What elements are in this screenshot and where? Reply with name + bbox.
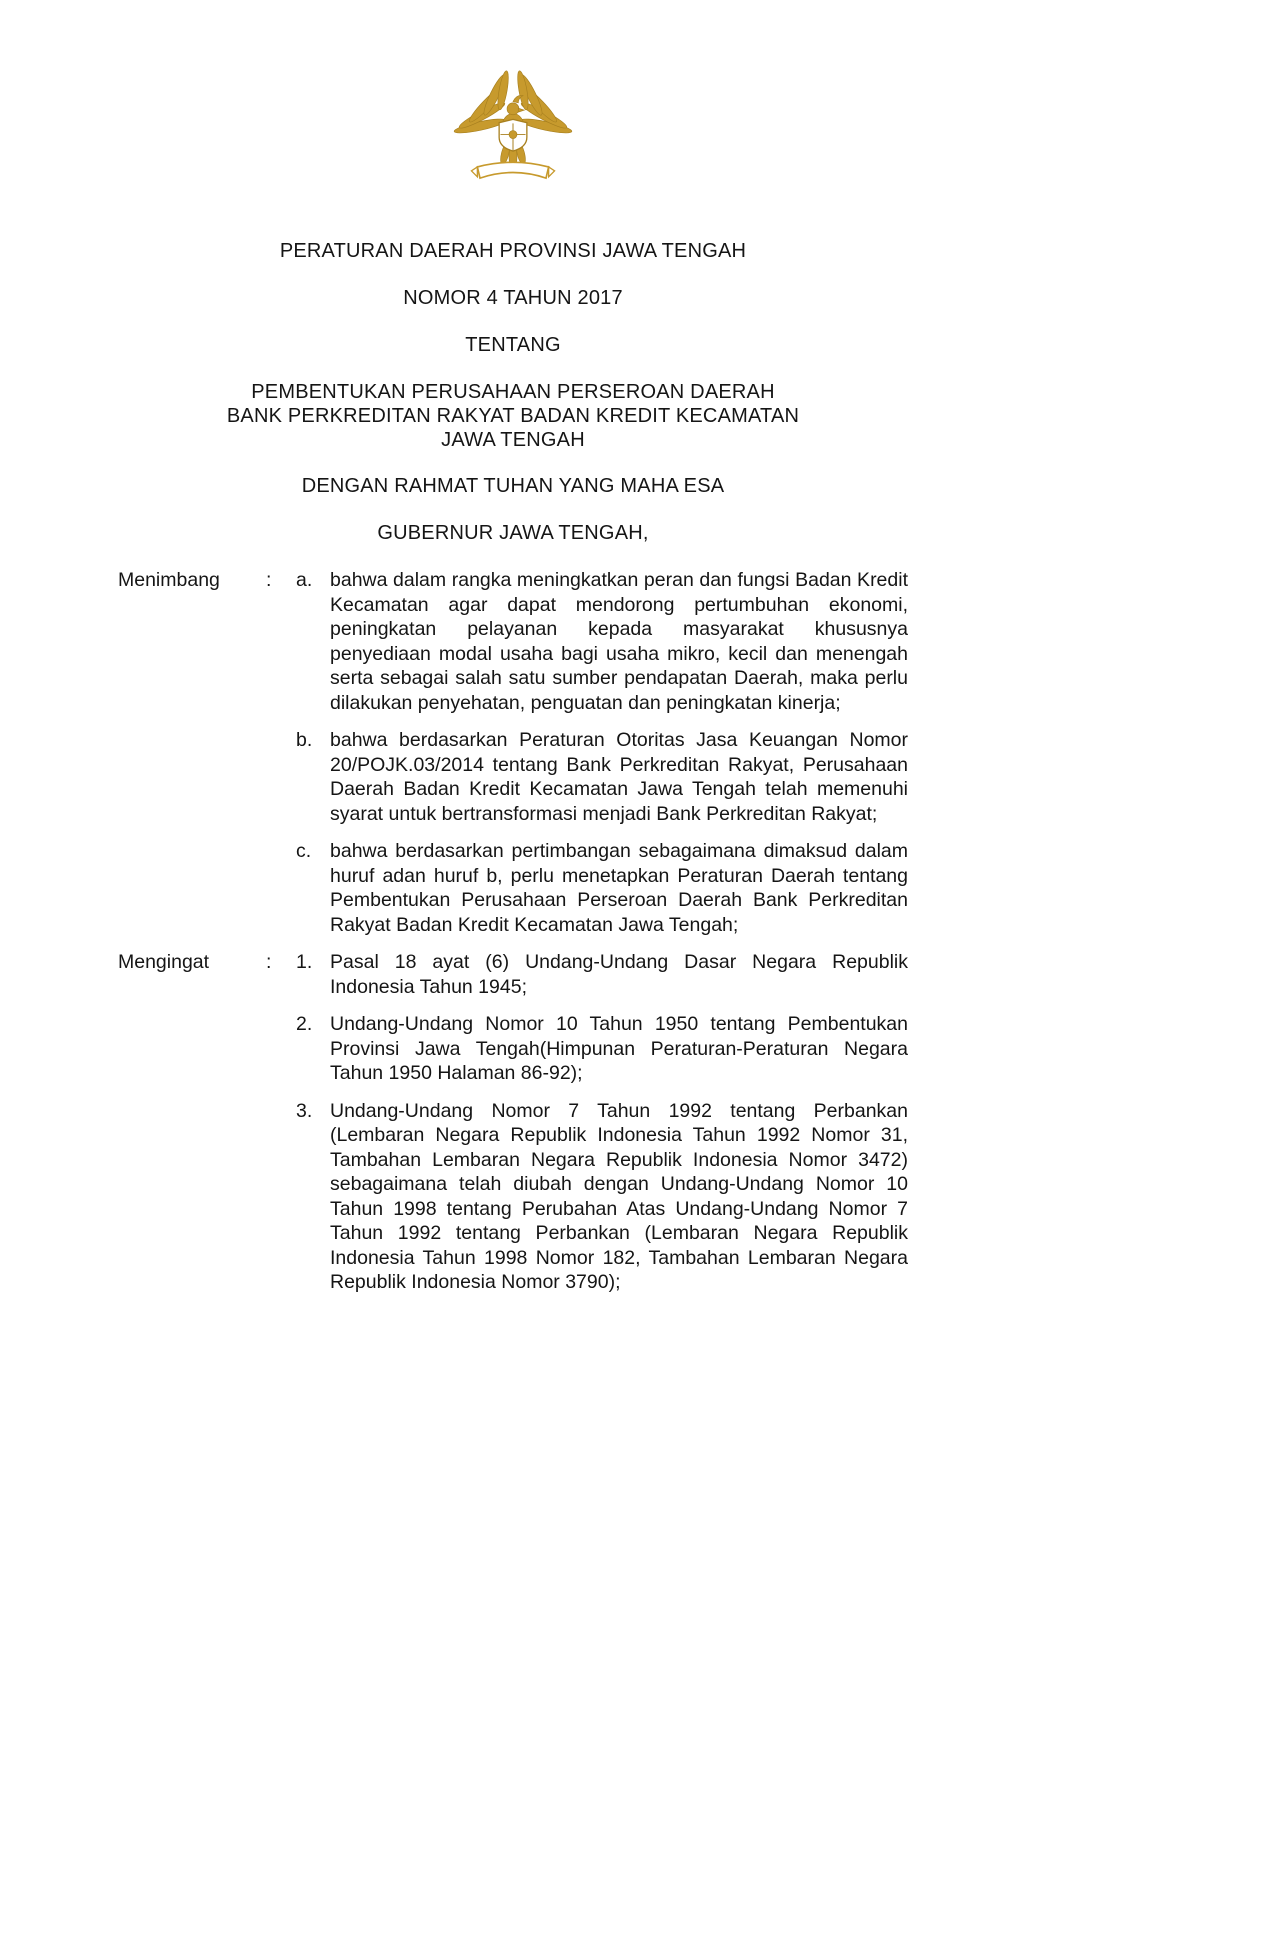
item-text: bahwa dalam rangka meningkatkan peran dan fungsi Badan Kredit Kecamatan agar dapat mendorong pertumbuhan ekonomi, peningkatan pelayanan kepada masyarakat khususnya penyediaan modal usaha bagi usaha mikro, kecil dan menengah serta sebagai salah satu sumber pendapatan Daerah, maka perlu dilakukan penyehatan, penguatan dan peningkatan kinerja;	[330, 569, 908, 714]
considering-item-b	[296, 728, 908, 826]
item-text: bahwa berdasarkan pertimbangan sebagaimana dimaksud dalam huruf adan huruf b, perlu menetapkan Peraturan Daerah tentang Pembentukan Perusahaan Perseroan Daerah Bank Perkreditan Rakyat Badan Kredit Kecamatan Jawa Tengah;	[330, 840, 908, 936]
item-marker: 2.	[296, 1013, 313, 1035]
document-title: PERATURAN DAERAH PROVINSI JAWA TENGAH	[279, 240, 747, 262]
subject-line-3: JAWA TENGAH	[441, 429, 585, 451]
document-number: NOMOR 4 TAHUN 2017	[403, 287, 623, 309]
document-content	[118, 0, 908, 1308]
subject-line-2: BANK PERKREDITAN RAKYAT BADAN KREDIT KECAMATAN	[226, 405, 800, 427]
recalling-item-1	[296, 950, 908, 999]
authority-line: GUBERNUR JAWA TENGAH,	[377, 522, 649, 544]
invocation-line: DENGAN RAHMAT TUHAN YANG MAHA ESA	[301, 475, 725, 497]
item-text: Undang-Undang Nomor 10 Tahun 1950 tentang Pembentukan Provinsi Jawa Tengah(Himpunan Peraturan-Peraturan Negara Tahun 1950 Halaman 86-92);	[330, 1013, 908, 1084]
recalling-item-2	[296, 1012, 908, 1086]
item-marker: a.	[296, 569, 313, 591]
mengingat-label: Mengingat	[118, 951, 210, 973]
mengingat-colon: :	[266, 951, 272, 973]
document-subject	[118, 380, 908, 452]
tentang-label: TENTANG	[465, 334, 561, 356]
item-marker: 1.	[296, 951, 313, 973]
recalling-item-3	[296, 1099, 908, 1295]
garuda-icon	[447, 52, 579, 196]
mengingat-items	[296, 950, 908, 1308]
item-text: Pasal 18 ayat (6) Undang-Undang Dasar Negara Republik Indonesia Tahun 1945;	[330, 951, 908, 998]
menimbang-section	[118, 568, 908, 950]
considering-item-a	[296, 568, 908, 715]
menimbang-items	[296, 568, 908, 950]
item-marker: c.	[296, 840, 312, 862]
item-marker: b.	[296, 729, 313, 751]
considering-item-c	[296, 839, 908, 937]
item-text: Undang-Undang Nomor 7 Tahun 1992 tentang Perbankan (Lembaran Negara Republik Indonesia Tahun 1992 Nomor 31, Tambahan Lembaran Negara Republik Indonesia Nomor 3472) sebagaimana telah diubah dengan Undang-Undang Nomor 10 Tahun 1998 tentang Perubahan Atas Undang-Undang Nomor 7 Tahun 1992 tentang Perbankan (Lembaran Negara Republik Indonesia Tahun 1998 Nomor 182, Tambahan Lembaran Negara Republik Indonesia Nomor 3790);	[330, 1099, 908, 1293]
item-text: bahwa berdasarkan Peraturan Otoritas Jasa Keuangan Nomor 20/POJK.03/2014 tentang Bank Perkreditan Rakyat, Perusahaan Daerah Badan Kredit Kecamatan Jawa Tengah telah memenuhi syarat untuk bertransformasi menjadi Bank Perkreditan Rakyat;	[330, 729, 908, 825]
item-marker: 3.	[296, 1099, 313, 1122]
mengingat-section	[118, 950, 908, 1308]
subject-line-1: PEMBENTUKAN PERUSAHAAN PERSEROAN DAERAH	[251, 381, 775, 403]
menimbang-colon: :	[266, 569, 272, 591]
garuda-pancasila-emblem	[118, 52, 908, 201]
menimbang-label: Menimbang	[118, 569, 220, 591]
